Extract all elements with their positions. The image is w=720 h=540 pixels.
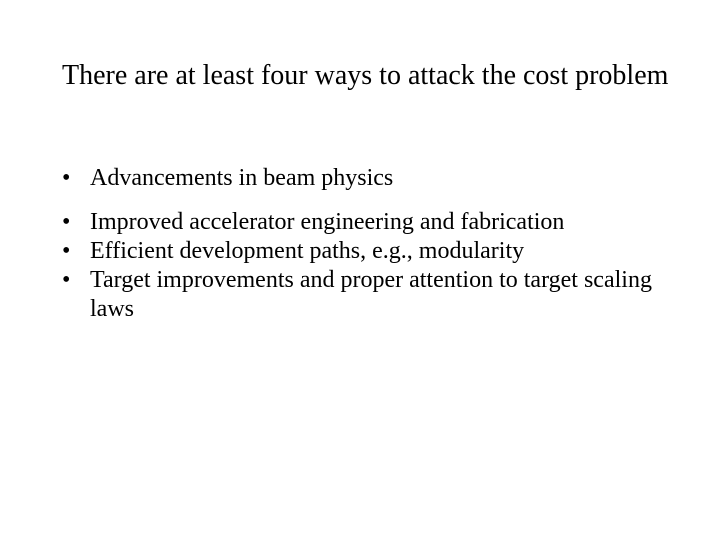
bullet-icon: •	[62, 165, 71, 191]
bullet-item	[62, 164, 682, 193]
bullet-text: Efficient development paths, e.g., modularity	[90, 238, 525, 264]
bullet-icon: •	[62, 209, 71, 235]
bullet-text: Target improvements and proper attention to target scaling laws	[90, 267, 652, 322]
bullet-text: Advancements in beam physics	[90, 165, 394, 191]
bullet-icon: •	[62, 238, 71, 264]
bullet-item	[62, 266, 682, 324]
bullet-item	[62, 208, 682, 237]
slide-title: There are at least four ways to attack the cost problem	[62, 60, 669, 91]
bullet-text: Improved accelerator engineering and fabrication	[90, 209, 565, 235]
bullet-list	[62, 164, 682, 324]
bullet-icon: •	[62, 267, 71, 293]
bullet-item	[62, 237, 682, 266]
